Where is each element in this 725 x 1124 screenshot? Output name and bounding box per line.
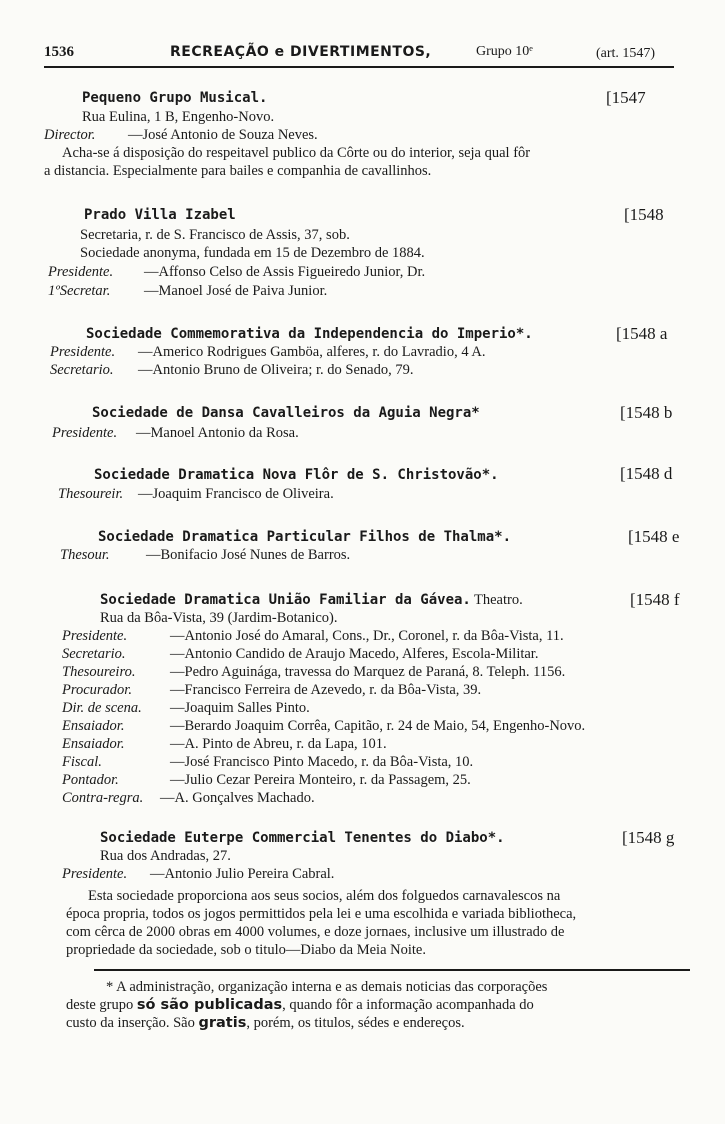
entry-number: [1548 b [620, 403, 673, 422]
entry-name: Pequeno Grupo Musical. [82, 90, 268, 106]
footnote-bold: gratis [198, 1015, 247, 1031]
role-label: Presidente. [52, 425, 118, 441]
role-label: Thesour. [60, 547, 110, 563]
entry-name: Sociedade Euterpe Commercial Tenentes do Diabo*. [100, 830, 505, 846]
entry-description: Sociedade anonyma, fundada em 15 de Dezembro de 1884. [80, 245, 425, 261]
role-text: —Antonio Bruno de Oliveira; r. do Senado, 79. [138, 362, 414, 378]
footnote-text: custo da inserção. São [66, 1015, 199, 1031]
entry-theatre: Theatro. [474, 592, 523, 608]
role-label: Procurador. [62, 682, 132, 698]
entry-number: [1548 d [620, 464, 673, 483]
entry-name: Sociedade Commemorativa da Independencia do Imperio*. [86, 326, 533, 342]
role-text: —Julio Cezar Pereira Monteiro, r. da Passagem, 25. [170, 772, 471, 788]
role-label: Thesoureiro. [62, 664, 136, 680]
role-label: Secretario. [50, 362, 114, 378]
entry-name: Sociedade de Dansa Cavalleiros da Aguia Negra* [92, 405, 480, 421]
footnote-bold: só são publicadas [136, 997, 283, 1013]
role-text: —Manoel Antonio da Rosa. [136, 425, 299, 441]
role-text: —Antonio José do Amaral, Cons., Dr., Coronel, r. da Bôa-Vista, 11. [170, 628, 564, 644]
entry-number: [1548 f [630, 590, 680, 609]
entry-number: [1548 g [622, 828, 675, 847]
role-text: —Berardo Joaquim Corrêa, Capitão, r. 24 de Maio, 54, Engenho-Novo. [170, 718, 586, 734]
role-text: —Joaquim Francisco de Oliveira. [138, 486, 334, 502]
entry-paragraph-line: época propria, todos os jogos permittidos pela lei e uma escolhida e variada bibliotheca, [66, 906, 577, 922]
role-label: Director. [44, 127, 96, 143]
entry-address: Secretaria, r. de S. Francisco de Assis, 37, sob. [80, 227, 350, 243]
role-text: —Pedro Aguinága, travessa do Marquez de Paraná, 8. Teleph. 1156. [170, 664, 566, 680]
footnote-line-3 [66, 1015, 465, 1032]
page-number: 1536 [44, 44, 74, 60]
role-label: Presidente. [62, 866, 128, 882]
entry-name: Sociedade Dramatica Nova Flôr de S. Christovão*. [94, 467, 499, 483]
role-text: —Manoel José de Paiva Junior. [144, 283, 328, 299]
role-text: —Americo Rodrigues Gamböa, alferes, r. do Lavradio, 4 A. [138, 344, 486, 360]
footnote-line-2 [66, 997, 534, 1014]
role-text: —José Francisco Pinto Macedo, r. da Bôa-Vista, 10. [170, 754, 474, 770]
page-title: RECREAÇÃO e DIVERTIMENTOS, [170, 44, 432, 60]
entry-name: Prado Villa Izabel [84, 207, 236, 223]
footnote-text: deste grupo [66, 997, 137, 1013]
footnote-rule [94, 969, 690, 971]
role-text: —Joaquim Salles Pinto. [170, 700, 310, 716]
entry-address: Rua Eulina, 1 B, Engenho-Novo. [82, 109, 275, 125]
role-text: —José Antonio de Souza Neves. [128, 127, 318, 143]
role-label: Fiscal. [62, 754, 102, 770]
entry-paragraph-line: a distancia. Especialmente para bailes e companhia de cavallinhos. [44, 163, 432, 179]
footnote-text: , porém, os titulos, sédes e endereços. [246, 1015, 465, 1031]
entry-number: [1548 e [628, 527, 680, 546]
entry-address: Rua da Bôa-Vista, 39 (Jardim-Botanico). [100, 610, 338, 626]
role-label: Presidente. [62, 628, 128, 644]
role-text: —A. Gonçalves Machado. [160, 790, 315, 806]
entry-paragraph-line: propriedade da sociedade, sob o titulo—Diabo da Meia Noite. [66, 942, 426, 958]
role-text: —Bonifacio José Nunes de Barros. [146, 547, 351, 563]
role-label: Ensaiador. [62, 736, 125, 752]
group-label: Grupo 10ᵉ [476, 44, 533, 59]
role-label: Dir. de scena. [62, 700, 142, 716]
role-label: Contra-regra. [62, 790, 144, 806]
footnote-text: , quando fôr a informação acompanhada do [282, 997, 534, 1013]
entry-name: Sociedade Dramatica União Familiar da Gávea. [100, 592, 471, 608]
header-rule [44, 66, 674, 68]
role-label: Secretario. [62, 646, 126, 662]
entry-address: Rua dos Andradas, 27. [100, 848, 231, 864]
role-label: Presidente. [48, 264, 114, 280]
role-label: Ensaiador. [62, 718, 125, 734]
role-text: —Affonso Celso de Assis Figueiredo Junior, Dr. [144, 264, 426, 280]
role-label: 1ºSecretar. [48, 283, 111, 299]
entry-number: [1548 [624, 205, 664, 224]
entry-name: Sociedade Dramatica Particular Filhos de Thalma*. [98, 529, 512, 545]
role-text: —Antonio Julio Pereira Cabral. [150, 866, 335, 882]
role-text: —Antonio Candido de Araujo Macedo, Alferes, Escola-Militar. [170, 646, 539, 662]
entry-paragraph-line: com cêrca de 2000 obras em 4000 volumes, e doze jornaes, inclusive um illustrado de [66, 924, 565, 940]
role-label: Thesoureir. [58, 486, 124, 502]
entry-paragraph-line: Esta sociedade proporciona aos seus socios, além dos folguedos carnavalescos na [88, 888, 561, 904]
article-label: (art. 1547) [596, 46, 656, 61]
entry-number: [1547 [606, 88, 646, 107]
role-label: Presidente. [50, 344, 116, 360]
footnote-line-1: * A administração, organização interna e as demais noticias das corporações [106, 979, 548, 995]
role-text: —Francisco Ferreira de Azevedo, r. da Bôa-Vista, 39. [170, 682, 482, 698]
role-text: —A. Pinto de Abreu, r. da Lapa, 101. [170, 736, 387, 752]
entry-number: [1548 a [616, 324, 668, 343]
entry-paragraph-line: Acha-se á disposição do respeitavel publico da Côrte ou do interior, seja qual fôr [62, 145, 531, 161]
role-label: Pontador. [62, 772, 119, 788]
